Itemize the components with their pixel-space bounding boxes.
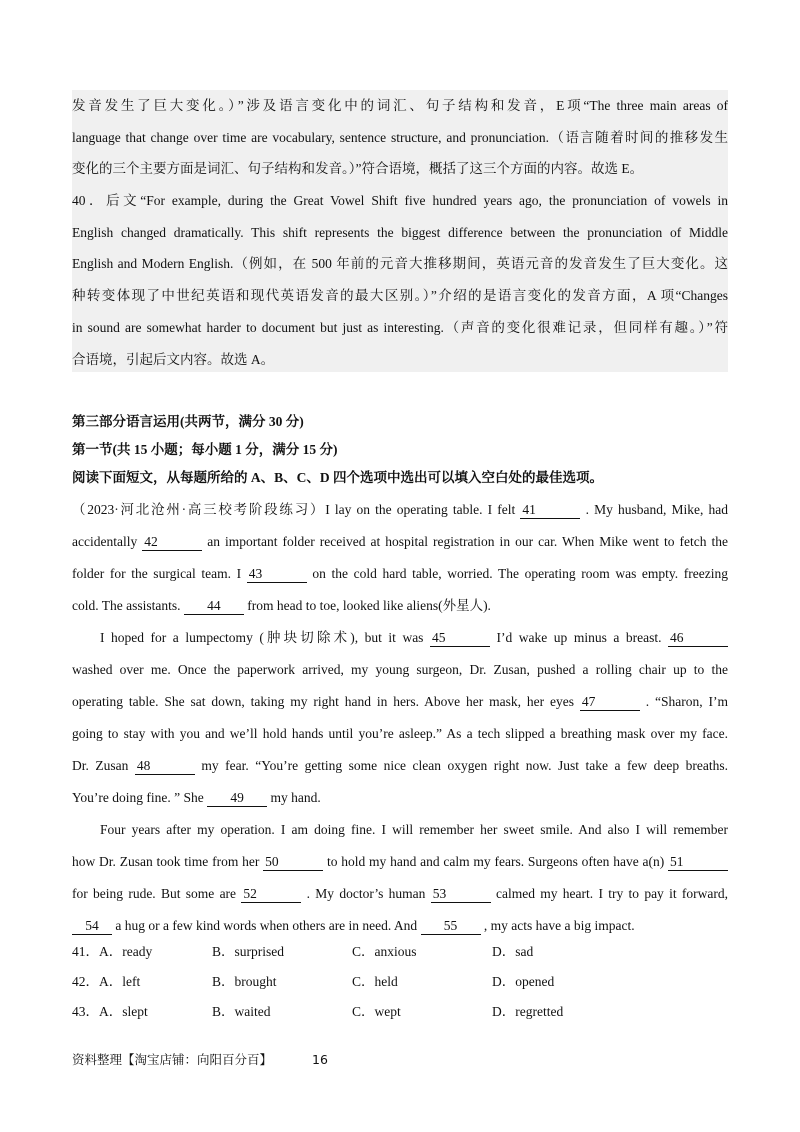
text: for being rude. But some are — [72, 886, 237, 901]
passage-line: washed over me. Once the paperwork arrived, my young surgeon, Dr. Zusan, pushed a rolling chair up to the — [72, 662, 728, 677]
option-c: C．wept — [352, 1004, 401, 1019]
passage-line — [72, 782, 728, 814]
blank-41: 41 — [520, 502, 580, 519]
explanation-line: 40．后文“For example, during the Great Vowel Shift five hundred years ago, the pronunciation of vowels in — [72, 193, 728, 209]
explanation-line: English changed dramatically. This shift represents the biggest difference between the pronunciation of Middle — [72, 224, 728, 240]
text: I’d wake up minus a breast. — [496, 630, 662, 645]
explanation-block — [72, 90, 728, 372]
text: my fear. “You’re getting some nice clean oxygen right now. Just take a few deep breaths. — [201, 758, 728, 773]
passage-line — [72, 750, 728, 782]
passage-line — [72, 558, 728, 590]
option-b: B．surprised — [212, 944, 284, 959]
text: You’re doing fine. ” She — [72, 790, 204, 805]
text: cold. The assistants. — [72, 598, 181, 613]
explanation-line: 合语境，引起后文内容。故选 A。 — [72, 351, 275, 367]
option-a: 43．A．slept — [72, 1004, 148, 1019]
explanation-line: 发音发生了巨大变化。）”涉及语言变化中的词汇、句子结构和发音，E项“The three main areas of — [72, 98, 728, 113]
passage-line: going to stay with you and we’ll hold hands until you’re asleep.” As a tech slipped a breathing mask over my face. — [72, 726, 728, 741]
option-b: B．brought — [212, 974, 277, 989]
option-d: D．regretted — [492, 1004, 564, 1019]
blank-55: 55 — [421, 918, 481, 935]
instruction: 阅读下面短文，从每题所给的 A、B、C、D 四个选项中选出可以填入空白处的最佳选项。 — [72, 470, 604, 485]
passage-line — [72, 526, 728, 558]
option-d: D．sad — [492, 944, 534, 959]
blank-52: 52 — [241, 886, 301, 903]
option-b: B．waited — [212, 1004, 271, 1019]
section-header — [72, 408, 728, 492]
text: from head to toe, looked like aliens(外星人). — [247, 598, 491, 613]
passage-line: Four years after my operation. I am doing fine. I will remember her sweet smile. And also I will remember — [100, 822, 728, 837]
blank-44: 44 — [184, 598, 244, 615]
option-a: 42．A．left — [72, 974, 141, 989]
text: . “Sharon, I’m — [645, 694, 728, 709]
option-d: D．opened — [492, 974, 555, 989]
footer-source: 资料整理【淘宝店铺：向阳百分百】 — [72, 1052, 273, 1067]
text: , my acts have a big impact. — [483, 918, 635, 933]
option-c: C．anxious — [352, 944, 417, 959]
text: how Dr. Zusan took time from her — [72, 854, 260, 869]
text: folder for the surgical team. I — [72, 566, 242, 581]
option-row-43 — [72, 997, 728, 1027]
passage-line — [72, 494, 728, 526]
blank-51: 51 — [668, 854, 728, 871]
answer-options — [72, 937, 728, 1027]
text: calmed my heart. I try to pay it forward, — [495, 886, 728, 901]
explanation-line: 变化的三个主要方面是词汇、句子结构和发音。）”符合语境，概括了这三个方面的内容。故选 E。 — [72, 161, 644, 177]
option-row-42 — [72, 967, 728, 997]
text: . My doctor’s human — [306, 886, 426, 901]
blank-48: 48 — [135, 758, 195, 775]
blank-43: 43 — [247, 566, 307, 583]
text: on the cold hard table, worried. The operating room was empty. freezing — [312, 566, 728, 581]
blank-47: 47 — [580, 694, 640, 711]
option-a: 41．A．ready — [72, 944, 153, 959]
text: my hand. — [270, 790, 321, 805]
blank-45: 45 — [430, 630, 490, 647]
text: I hoped for a lumpectomy (肿块切除术), but it was — [100, 630, 424, 645]
blank-53: 53 — [431, 886, 491, 903]
text: operating table. She sat down, taking my right hand in hers. Above her mask, her eyes — [72, 694, 575, 709]
part-title: 第三部分语言运用(共两节，满分 30 分) — [72, 414, 304, 429]
passage-line — [72, 878, 728, 910]
text: a hug or a few kind words when others are in need. And — [115, 918, 418, 933]
passage-line — [72, 846, 728, 878]
option-c: C．held — [352, 974, 398, 989]
passage-line — [72, 686, 728, 718]
blank-50: 50 — [263, 854, 323, 871]
text: Dr. Zusan — [72, 758, 129, 773]
text: to hold my hand and calm my fears. Surgeons often have a(n) — [326, 854, 665, 869]
passage-line — [72, 590, 728, 622]
text: an important folder received at hospital registration in our car. When Mike went to fetch the — [207, 534, 728, 549]
blank-42: 42 — [142, 534, 202, 551]
option-row-41 — [72, 937, 728, 967]
explanation-line: English and Modern English.（例如，在 500 年前的元音大推移期间，英语元音的发音发生了巨大变化。这 — [72, 256, 728, 272]
text: accidentally — [72, 534, 138, 549]
explanation-line: 种转变体现了中世纪英语和现代英语发音的最大区别。）”介绍的是语言变化的发音方面，A 项“Changes — [72, 288, 728, 304]
blank-46: 46 — [668, 630, 728, 647]
explanation-line: language that change over time are vocabulary, sentence structure, and pronunciation.（语言随着时间的推移发生 — [72, 129, 728, 145]
page-footer — [72, 1048, 328, 1072]
text: . My husband, Mike, had — [585, 502, 728, 517]
text: （2023·河北沧州·高三校考阶段练习）I lay on the operating table. I felt — [72, 502, 516, 517]
page-number: 16 — [312, 1052, 328, 1067]
passage-line — [72, 622, 728, 654]
blank-49: 49 — [207, 790, 267, 807]
explanation-line: in sound are somewhat harder to document but just as interesting.（声音的变化很难记录，但同样有趣。）”符 — [72, 319, 728, 335]
blank-54: 54 — [72, 918, 112, 935]
cloze-passage — [72, 494, 728, 942]
sub-title: 第一节(共 15 小题；每小题 1 分，满分 15 分) — [72, 442, 338, 457]
